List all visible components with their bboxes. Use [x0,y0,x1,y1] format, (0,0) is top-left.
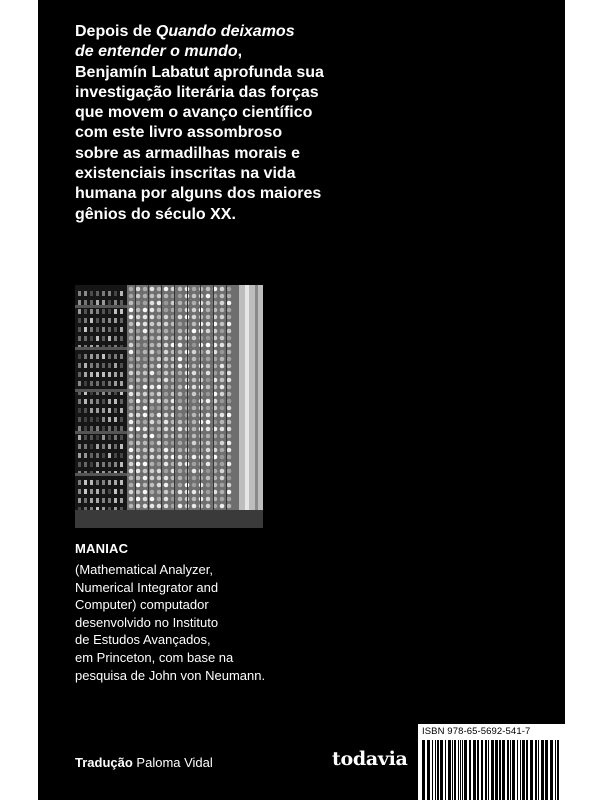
credit-name: Paloma Vidal [136,755,213,770]
back-cover [37,0,565,800]
blurb-line: de entender o mundo, [75,43,243,61]
blurb-line: Depois de Quando deixamos [75,23,295,40]
translator-credit [75,755,213,770]
isbn-barcode [418,724,565,800]
blurb-line: que movem o avanço científico [75,104,313,122]
caption-line: em Princeton, com base na [75,649,234,665]
blurb-line: sobre as armadilhas morais e [75,144,300,162]
blurb-line: com este livro assombroso [75,124,283,142]
blurb-line: investigação literária das forças [75,83,319,101]
caption-text [75,561,315,684]
caption-line: de Estudos Avançados, [75,632,211,648]
caption-title: MANIAC [75,541,129,556]
blurb-line: gênios do século XX. [75,205,236,223]
isbn-number: ISBN 978-65-5692-541-7 [422,726,531,737]
caption-line: desenvolvido no Instituto [75,614,219,630]
barcode-bars [422,740,560,800]
caption-line: Computer) computador [75,597,209,613]
caption-line: pesquisa de John von Neumann. [75,667,266,683]
maniac-computer-image [75,285,263,528]
caption-line: (Mathematical Analyzer, [75,562,214,577]
caption-line: Numerical Integrator and [75,579,219,595]
maniac-computer-photo [75,285,263,528]
blurb-line: Benjamín Labatut aprofunda sua [75,63,324,81]
blurb-line: existenciais inscritas na vida [75,165,296,183]
blurb-text [75,22,435,225]
blurb-line: humana por alguns dos maiores [75,185,322,203]
publisher-logo: todavia [332,748,408,770]
credit-role: Tradução [75,755,133,770]
